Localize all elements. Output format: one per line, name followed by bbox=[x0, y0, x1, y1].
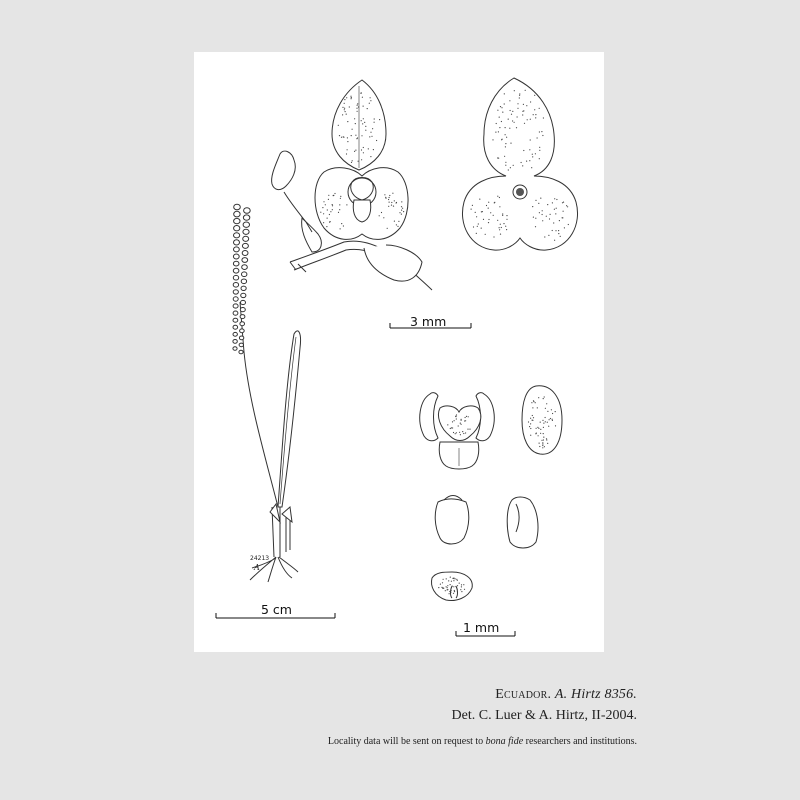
caption-collector: A. Hirtz 8356. bbox=[554, 687, 637, 702]
locality-note-post: researchers and institutions. bbox=[525, 736, 637, 747]
caption-determination: Det. C. Luer & A. Hirtz, II-2004. bbox=[451, 708, 637, 723]
locality-note-pre: Locality data will be sent on request to bbox=[327, 736, 484, 747]
locality-note-italic: bona fide bbox=[485, 736, 524, 747]
collector-mark bbox=[250, 555, 269, 572]
sepals-drawing bbox=[462, 78, 577, 250]
botanical-plate bbox=[194, 52, 604, 652]
flower-drawing bbox=[272, 80, 432, 290]
scale-label-flower: 3 mm bbox=[410, 314, 447, 329]
flower-parts-drawing bbox=[420, 386, 562, 601]
svg-text:A: A bbox=[254, 563, 260, 572]
plate-illustration bbox=[194, 52, 604, 652]
caption-locality-note bbox=[328, 736, 637, 747]
scale-label-plant: 5 cm bbox=[261, 602, 292, 617]
whole-plant-drawing bbox=[233, 204, 301, 582]
caption-collection bbox=[495, 687, 637, 703]
svg-text:24213: 24213 bbox=[250, 555, 270, 562]
caption-country: Ecuador. bbox=[495, 687, 552, 702]
scale-label-details: 1 mm bbox=[463, 620, 500, 635]
